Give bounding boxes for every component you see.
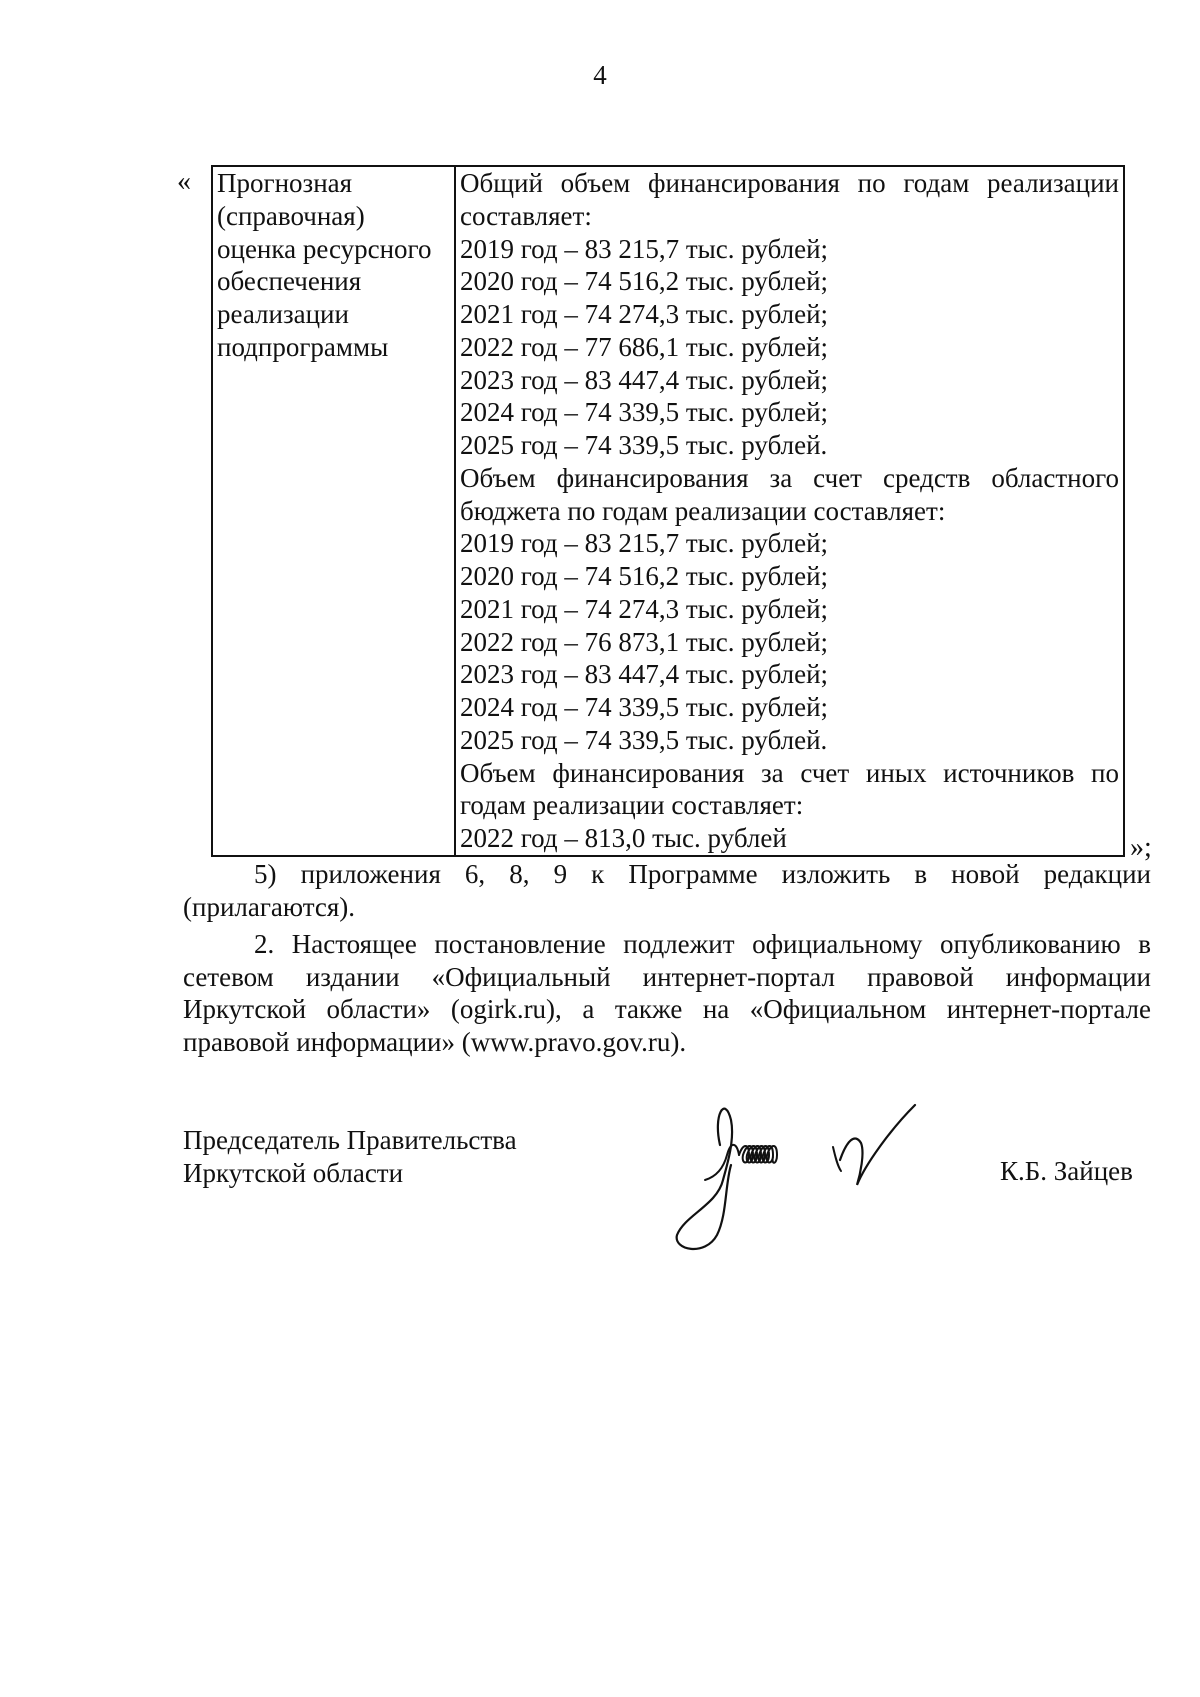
label-line: оценка ресурсного (217, 233, 432, 264)
content-line: 2024 год – 74 339,5 тыс. рублей; (460, 397, 829, 428)
signatory-title (183, 1124, 517, 1190)
table-label-cell (212, 166, 455, 856)
content-line: 2021 год – 74 274,3 тыс. рублей; (460, 299, 829, 329)
paragraph-item-2 (183, 928, 1151, 1058)
paragraph-text: 2. Настоящее постановление подлежит официальному опубликованию в сетевом издании «Официальный интернет-портал правовой информации Иркутской области» (ogirk.ru), а также на «Официальном интернет-портале правовой информации» (www.pravo.gov.ru). (183, 929, 1151, 1057)
content-line: 2020 год – 74 516,2 тыс. рублей; (460, 561, 829, 591)
signatory-name: К.Б. Зайцев (1000, 1156, 1133, 1186)
paragraph-text: 5) приложения 6, 8, 9 к Программе изложить в новой редакции (прилагаются). (183, 859, 1151, 922)
label-line: реализации (217, 299, 349, 329)
content-line: 2023 год – 83 447,4 тыс. рублей; (460, 364, 829, 395)
content-line: 2025 год – 74 339,5 тыс. рублей. (460, 430, 828, 460)
content-line: 2020 год – 74 516,2 тыс. рублей; (460, 266, 829, 297)
handwritten-signature (665, 1085, 970, 1255)
table-open-quote: « (177, 166, 191, 197)
label-line: подпрограммы (217, 331, 389, 362)
table-close-quote: »; (1130, 832, 1152, 863)
content-line: 2022 год – 813,0 тыс. рублей (460, 823, 787, 853)
content-line: 2019 год – 83 215,7 тыс. рублей; (460, 233, 829, 264)
table-content-cell (455, 166, 1124, 856)
content-line: 2024 год – 74 339,5 тыс. рублей; (460, 692, 829, 722)
content-line: 2022 год – 77 686,1 тыс. рублей; (460, 331, 829, 362)
signatory-title-line: Председатель Правительства (183, 1125, 517, 1155)
label-line: (справочная) (217, 200, 365, 231)
page-number: 4 (593, 60, 607, 90)
content-line: Общий объем финансирования по годам реализации (460, 168, 1119, 198)
label-line: Прогнозная (217, 168, 353, 198)
paragraph-item-5 (183, 858, 1151, 923)
signatory-title-line: Иркутской области (183, 1158, 404, 1188)
content-line: 2025 год – 74 339,5 тыс. рублей. (460, 724, 828, 755)
content-line: 2019 год – 83 215,7 тыс. рублей; (460, 528, 829, 559)
content-line: 2021 год – 74 274,3 тыс. рублей; (460, 593, 829, 624)
content-line: 2023 год – 83 447,4 тыс. рублей; (460, 659, 829, 690)
content-line: бюджета по годам реализации составляет: (460, 495, 946, 526)
financing-table (211, 165, 1125, 857)
label-line: обеспечения (217, 266, 362, 297)
content-line: Объем финансирования за счет средств областного (460, 462, 1119, 493)
content-line: 2022 год – 76 873,1 тыс. рублей; (460, 626, 829, 657)
content-line: годам реализации составляет: (460, 790, 804, 821)
content-line: составляет: (460, 200, 592, 231)
content-line: Объем финансирования за счет иных источников по (460, 757, 1119, 788)
